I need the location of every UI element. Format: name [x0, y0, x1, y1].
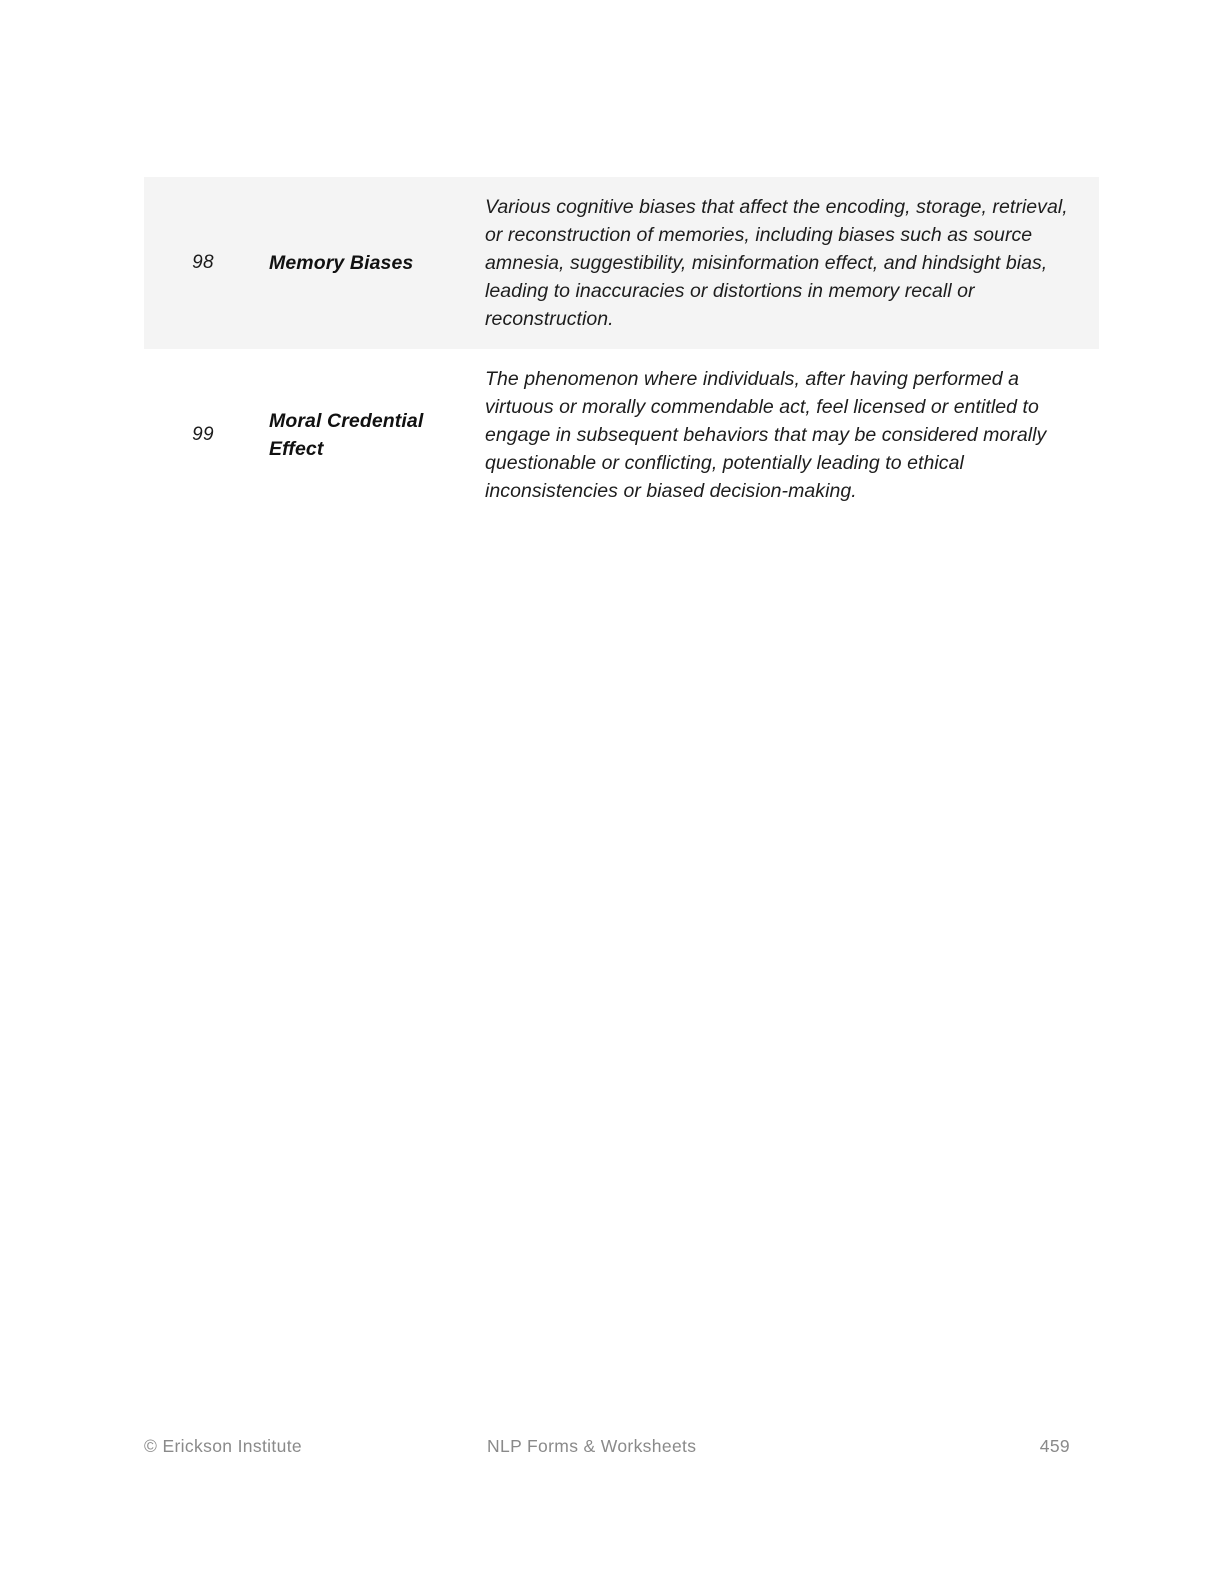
glossary-table [144, 177, 1099, 521]
row-term [262, 177, 461, 349]
row-number: 98 [192, 252, 214, 273]
row-description [461, 349, 1099, 521]
table-row [144, 349, 1099, 521]
row-term-text: Moral Credential Effect [269, 410, 424, 460]
page-footer [144, 1436, 1078, 1462]
row-description-text: The phenomenon where individuals, after having performed a virtuous or morally commendable act, feel licensed or entitled to engage in subsequent behaviors that may be considered morally questionable or conflicting, potentially leading to ethical inconsistencies or biased decision-making. [485, 368, 1047, 502]
footer-title: NLP Forms & Worksheets [487, 1436, 697, 1456]
footer-page-number: 459 [1039, 1436, 1070, 1456]
table-row [144, 177, 1099, 349]
row-term-text: Memory Biases [269, 252, 414, 274]
row-description [461, 177, 1099, 349]
row-term [262, 349, 461, 521]
row-number: 99 [192, 424, 214, 445]
footer-copyright: © Erickson Institute [144, 1436, 303, 1456]
row-description-text: Various cognitive biases that affect the encoding, storage, retrieval, or reconstruction of memories, including biases such as source amnesia, suggestibility, misinformation effect, and hindsight bias, leading to inaccuracies or distortions in memory recall or reconstruction. [485, 196, 1068, 330]
glossary-table-body [144, 177, 1099, 521]
